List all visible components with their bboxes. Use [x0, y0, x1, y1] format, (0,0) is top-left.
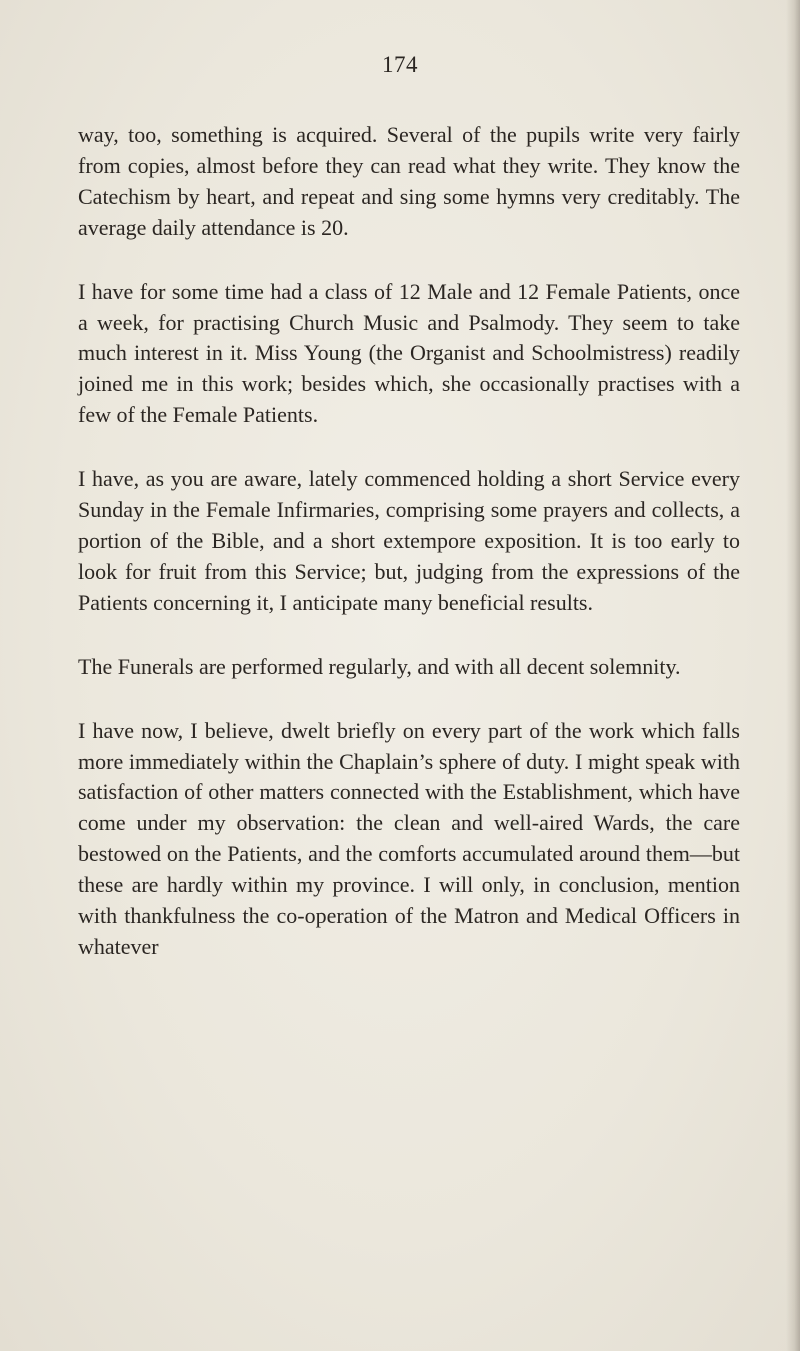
page-number: 174: [382, 52, 418, 77]
paragraph-5: I have now, I believe, dwelt briefly on every part of the work which falls more immediately within the Chaplain’s sphere of duty. I might speak with satisfaction of other matters connected with the Establishment, which have come under my observation: the clean and well-aired Wards, the care bestowed on the Patients, and the comforts accumulated around them—but these are hardly within my province. I will only, in conclusion, mention with thankfulness the co-operation of the Matron and Medical Officers in whatever: [78, 717, 740, 959]
paragraph-4: The Funerals are performed regularly, and with all decent solemnity.: [78, 653, 681, 679]
body-text: [78, 120, 740, 963]
paragraph-2: I have for some time had a class of 12 Male and 12 Female Patients, once a week, for practising Church Music and Psalmody. They seem to take much interest in it. Miss Young (the Organist and Schoolmistress) readily joined me in this work; besides which, she occasionally practises with a few of the Female Patients.: [78, 278, 740, 428]
page-edge-shadow: [786, 0, 800, 1351]
paragraph-3: I have, as you are aware, lately commenced holding a short Service every Sunday in the Female Infirmaries, comprising some prayers and collects, a portion of the Bible, and a short extempore exposition. It is too early to look for fruit from this Service; but, judging from the expressions of the Patients concerning it, I anticipate many beneficial results.: [78, 466, 740, 615]
paragraph-1: way, too, something is acquired. Several of the pupils write very fairly from copies, almost before they can read what they write. They know the Catechism by heart, and repeat and sing some hymns very creditably. The average daily attendance is 20.: [78, 122, 740, 240]
